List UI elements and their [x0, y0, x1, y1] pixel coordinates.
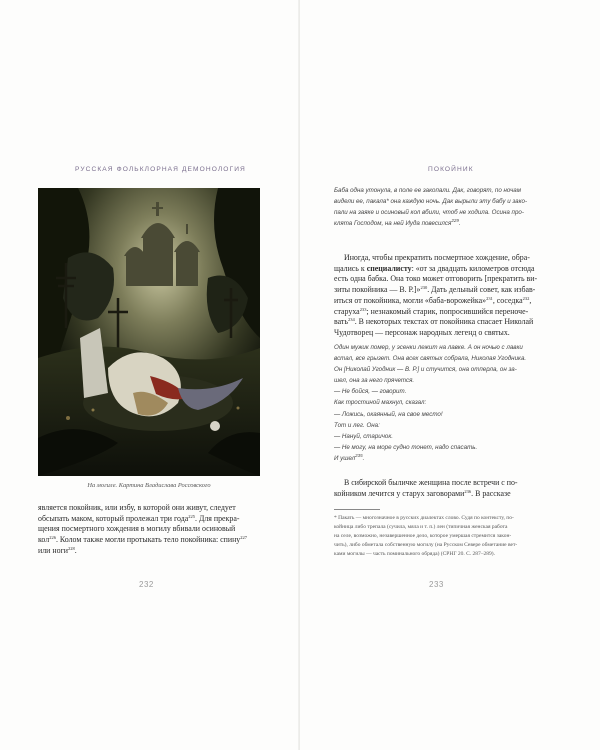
text-line: или ноги$^{228}$.: [38, 545, 77, 555]
footnote-ref: 228: [67, 545, 75, 551]
painting-caption: На могиле. Картина Владислава Россовского: [87, 482, 211, 489]
footnote-line: койница либо трепала (сучила, мяла и т. п.) лен (типичная женская работа: [334, 524, 508, 530]
right-body-text-1: [334, 253, 574, 339]
running-head-right: ПОКОЙНИК: [428, 166, 474, 173]
verse-line: Тот и лег. Она:: [334, 421, 380, 429]
verse-quote-1: [334, 185, 574, 229]
verse-line: встал, все грызет. Она всех святых собрала, Николая Угодника.: [334, 355, 527, 363]
text-line: койником лечится у старух заговорами$^{236}$. В рассказе: [334, 488, 511, 498]
verse-quote-2: [334, 342, 574, 464]
left-body-text: [38, 503, 260, 557]
text-line: старуха$^{233}$; незнакомый старик, попросившийся переноче-: [334, 306, 529, 316]
verse-line: пали на заяке и осиновый кол вбили, чтоб не ходила. Осина про-: [334, 209, 524, 217]
text-line: является покойник, или избу, в которой они живут, следует: [38, 503, 236, 512]
footnote-ref: 235: [355, 452, 363, 458]
verse-line: — Ложись, окаянный, на свое место!: [334, 410, 443, 418]
text-line: иться от покойника, могли «баба-ворожейка»$^{231}$, соседка$^{232}$,: [334, 295, 532, 305]
footnote-ref: 225: [188, 513, 196, 519]
verse-line: шел, она за него прячется.: [334, 377, 415, 385]
text-line: есть одна бабка. Она токо может отговорить [прекратить ви-: [334, 274, 538, 284]
verse-line: видели ее, пакала* она каждую ночь. Дак вырыли эту бабу и зако-: [334, 198, 528, 206]
verse-line: — Не бойся, — говорит.: [334, 388, 407, 396]
verse-line: И ушел$^{235}$.: [334, 452, 365, 462]
page-number-right: 233: [429, 580, 444, 589]
text-line: зиты покойника — В. Р.]»$^{230}$. Дать дельный совет, как избав-: [334, 285, 536, 295]
footnote-line: на селе, возможно, незавершенное дело, которое умершая стремится закон-: [334, 533, 512, 539]
text-line: щались к специалисту: «от за двадцать километров отсюда: [334, 263, 535, 273]
verse-line: Он [Николай Угодник — В. Р.] и стучится, она отперла, он за-: [334, 366, 517, 374]
page-number-left: 232: [139, 580, 154, 589]
text-line: Иногда, чтобы прекратить посмертное хождение, обра-: [344, 253, 530, 262]
graveyard-night-painting: [38, 188, 260, 476]
footnote: [334, 514, 574, 559]
verse-line: клята Господом, на ней Иуда повесился$^{229}$.: [334, 218, 461, 228]
running-head-left: РУССКАЯ ФОЛЬКЛОРНАЯ ДЕМОНОЛОГИЯ: [75, 166, 246, 173]
text-line: В сибирской быличке женщина после встречи с по-: [344, 478, 518, 487]
footnote-ref: 229: [451, 218, 459, 224]
footnote-ref: 227: [240, 535, 247, 541]
verse-line: — Не могу, на море судно тонет, надо спасать.: [334, 443, 478, 451]
footnote-ref: 236: [464, 488, 472, 494]
text-line: вать$^{234}$. В некоторых текстах от покойника спасает Николай: [334, 317, 534, 327]
emphasis-specialist: специалисту: [366, 263, 412, 273]
text-line: обсыпать маком, который пролежал три года$^{225}$. Для прекра-: [38, 513, 240, 523]
footnote-line: ками могилы — часть поминального обряда) (СРНГ 20. С. 287–289).: [334, 551, 496, 557]
verse-line: — Нануй, старичок.: [334, 432, 393, 440]
right-page: [300, 0, 600, 750]
right-body-text-2: [334, 478, 574, 499]
footnote-ref: 226: [49, 535, 56, 541]
verse-line: Баба одна утонула, в поле ее закопали. Дак, говорят, по ночам: [334, 187, 521, 194]
text-line: Чудотворец — персонаж народных легенд о святых.: [334, 327, 510, 337]
footnote-line: чить), либо обметала собственную могилу (на Русском Севере обметание вет-: [334, 542, 518, 548]
verse-line: Как тростиной махнул, сказал:: [334, 399, 427, 407]
footnote-line: * Пакать — многозначное в русских диалектах слово. Судя по контексту, по-: [334, 515, 514, 521]
text-line: кол$^{226}$. Колом также могли протыкать тело покойника: спину$^{227}$: [38, 535, 247, 545]
verse-line: Один мужик помер, у эсенки лежит на лавке. А он ночью с лавки: [334, 344, 523, 351]
footnote-divider: [334, 509, 380, 510]
text-line: щения посмертного хождения в могилу вбивали осиновый: [38, 524, 236, 534]
